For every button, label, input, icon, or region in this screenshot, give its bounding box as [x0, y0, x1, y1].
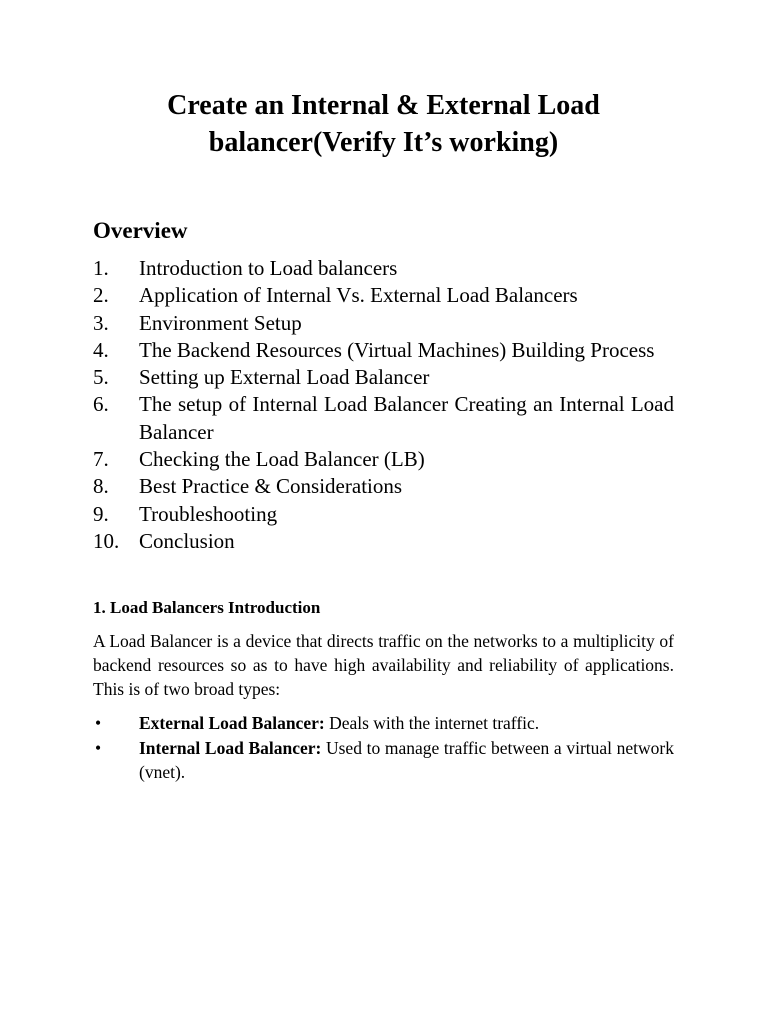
bullet-description: Used to manage traffic between a virtual network (vnet).: [139, 738, 674, 783]
bullet-term: Internal Load Balancer:: [139, 738, 322, 759]
bullet-text: [139, 711, 674, 735]
list-item: [93, 255, 674, 282]
list-item-number: 1.: [93, 256, 109, 280]
list-item-number: 4.: [93, 337, 109, 362]
list-item: [93, 282, 674, 309]
list-item: [93, 501, 674, 528]
list-item: [93, 446, 674, 473]
list-item-text: Conclusion: [139, 528, 235, 553]
list-item-number: 10.: [93, 528, 120, 553]
list-item: [93, 528, 674, 555]
bullet-item: [93, 736, 674, 784]
list-item: [93, 364, 674, 391]
bullet-item: [93, 711, 674, 735]
list-item-text: Environment Setup: [139, 310, 302, 335]
list-item-number: 3.: [93, 310, 109, 335]
bullet-description: Deals with the internet traffic.: [324, 713, 540, 734]
list-item-text: The setup of Internal Load Balancer Creating an Internal Load Balancer: [139, 392, 674, 444]
bullet-term: External Load Balancer:: [139, 713, 325, 734]
list-item-text: Application of Internal Vs. External Load Balancers: [139, 283, 578, 308]
list-item: [93, 391, 674, 446]
list-item: [93, 337, 674, 364]
list-item-text: Troubleshooting: [139, 501, 278, 526]
list-item-number: 9.: [93, 501, 109, 526]
list-item-number: 5.: [93, 365, 109, 390]
bullet-marker: •: [95, 713, 102, 734]
overview-heading: Overview: [93, 218, 188, 243]
list-item-number: 7.: [93, 447, 109, 472]
document-title: Create an Internal & External Load balancer(Verify It’s working): [167, 90, 600, 158]
overview-list: [93, 255, 674, 555]
list-item: [93, 473, 674, 500]
list-item: [93, 310, 674, 337]
section-paragraph: A Load Balancer is a device that directs traffic on the networks to a multiplicity of backend resources so as to have high availability and reliability of applications. This is of two broad types:: [93, 631, 674, 700]
bullet-marker: •: [95, 738, 102, 759]
list-item-number: 2.: [93, 283, 109, 308]
list-item-text: Best Practice & Considerations: [139, 474, 403, 499]
bullet-list: [93, 711, 674, 784]
section-heading: 1. Load Balancers Introduction: [93, 598, 321, 618]
list-item-text: Checking the Load Balancer (LB): [139, 447, 425, 472]
list-item-text: The Backend Resources (Virtual Machines) Building Process: [139, 337, 655, 362]
bullet-text: [139, 736, 674, 784]
list-item-text: Introduction to Load balancers: [139, 256, 398, 280]
list-item-text: Setting up External Load Balancer: [139, 365, 430, 390]
list-item-number: 6.: [93, 392, 109, 417]
list-item-number: 8.: [93, 474, 109, 499]
